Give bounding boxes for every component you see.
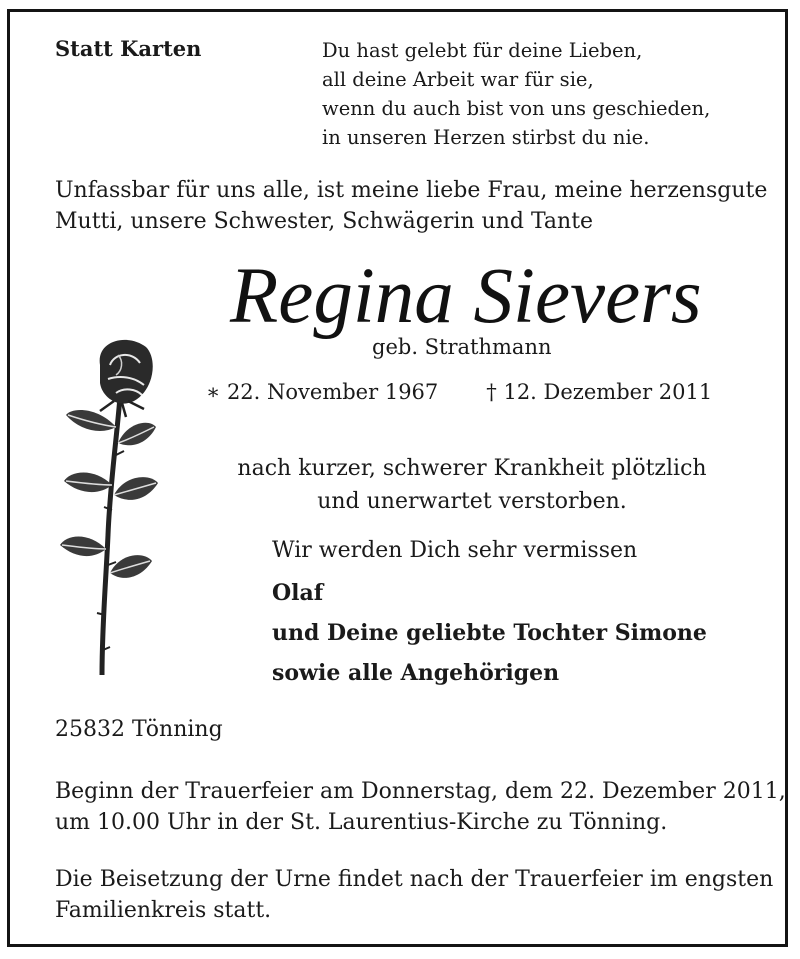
cause-text xyxy=(222,452,722,518)
life-dates xyxy=(206,380,712,404)
signer-name: sowie alle Angehörigen xyxy=(272,660,560,686)
funeral-line: um 10.00 Uhr in der St. Laurentius-Kirche zu Tönning. xyxy=(55,810,668,835)
birth-date: ∗ 22. November 1967 xyxy=(206,380,439,404)
signer-name: Olaf xyxy=(272,580,324,606)
poem-line: Du hast gelebt für deine Lieben, xyxy=(322,39,643,62)
poem-line: all deine Arbeit war für sie, xyxy=(322,68,594,91)
urn-line: Familienkreis statt. xyxy=(55,898,272,923)
rose-illustration xyxy=(58,335,168,680)
death-date: † 12. Dezember 2011 xyxy=(486,380,713,404)
cause-line: nach kurzer, schwerer Krankheit plötzlich xyxy=(237,456,707,481)
intro-line: Mutti, unsere Schwester, Schwägerin und Tante xyxy=(55,209,594,234)
urn-info xyxy=(55,864,773,926)
cause-line: und unerwartet verstorben. xyxy=(317,489,627,514)
statt-karten-label: Statt Karten xyxy=(55,36,202,61)
poem-line: in unseren Herzen stirbst du nie. xyxy=(322,126,650,149)
deceased-name: Regina Sievers xyxy=(230,253,702,340)
intro-text xyxy=(55,175,767,237)
funeral-line: Beginn der Trauerfeier am Donnerstag, dem 22. Dezember 2011, xyxy=(55,779,786,804)
birth-name: geb. Strathmann xyxy=(372,335,552,359)
place-line: 25832 Tönning xyxy=(55,717,223,742)
poem xyxy=(322,36,710,152)
miss-line: Wir werden Dich sehr vermissen xyxy=(272,538,638,563)
funeral-info xyxy=(55,776,786,838)
poem-line: wenn du auch bist von uns geschieden, xyxy=(322,97,711,120)
intro-line: Unfassbar für uns alle, ist meine liebe Frau, meine herzensgute xyxy=(55,178,768,203)
signer-name: und Deine geliebte Tochter Simone xyxy=(272,620,707,646)
urn-line: Die Beisetzung der Urne findet nach der Trauerfeier im engsten xyxy=(55,867,774,892)
